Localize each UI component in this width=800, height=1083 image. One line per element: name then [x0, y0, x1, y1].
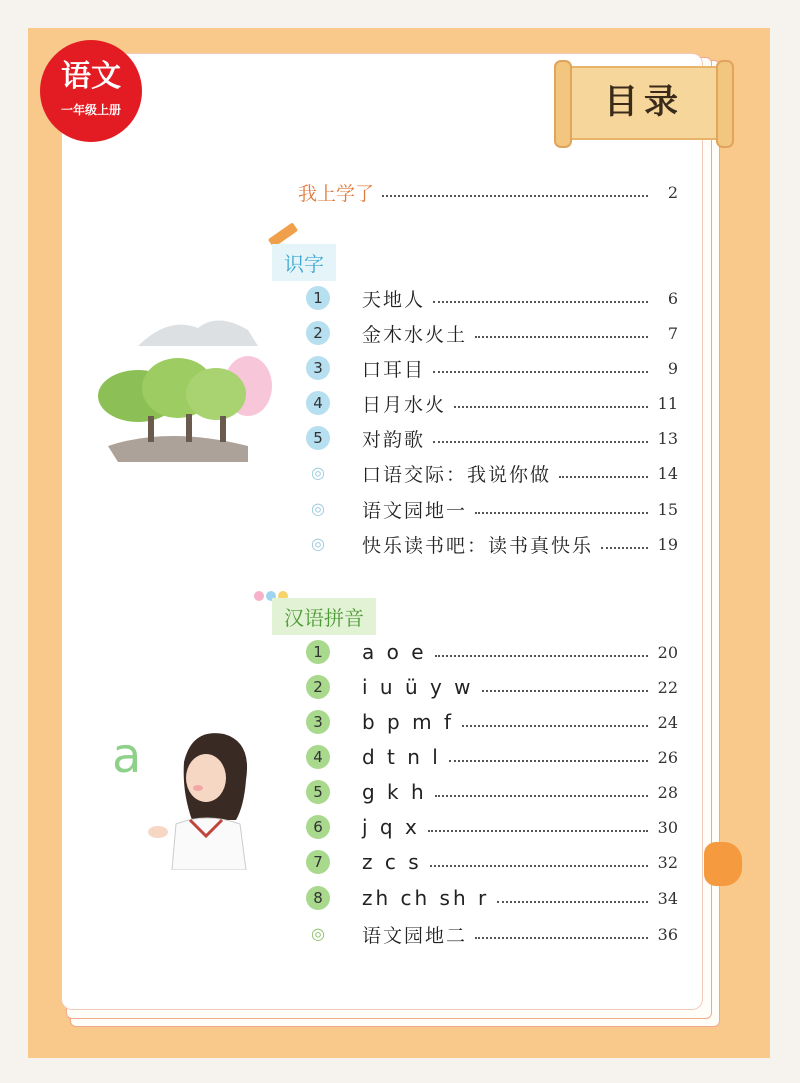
entry-title: 语文园地二: [362, 924, 468, 947]
entry-title: i u ü y w: [362, 675, 474, 699]
entry-number: 6: [306, 815, 330, 839]
entry-page: 9: [667, 358, 678, 378]
leader-dots: [497, 901, 648, 903]
entry-title: 口语交际：我说你做: [362, 463, 552, 486]
letter-a: a: [112, 728, 142, 784]
entry-page: 15: [657, 499, 678, 519]
leader-dots: [475, 512, 648, 514]
entry-title: 日月水火: [362, 393, 447, 416]
entry-page: 11: [657, 393, 678, 413]
toc-entry[interactable]: [306, 777, 678, 807]
entry-page: 20: [657, 642, 678, 662]
entry-page: 19: [657, 534, 678, 554]
leader-dots: [449, 760, 648, 762]
toc-entry[interactable]: [306, 458, 678, 488]
entry-page: 34: [657, 888, 678, 908]
toc-entry[interactable]: [306, 742, 678, 772]
toc-entry[interactable]: [306, 494, 678, 524]
entry-number: 8: [306, 886, 330, 910]
entry-number: 1: [306, 286, 330, 310]
entry-number: 7: [306, 850, 330, 874]
badge-subtitle: 一年级上册: [60, 103, 121, 117]
leader-dots: [482, 690, 648, 692]
entry-title: 快乐读书吧：读书真快乐: [362, 534, 594, 557]
leader-dots: [601, 547, 648, 549]
entry-page: 2: [667, 182, 678, 202]
toc-entry[interactable]: [306, 318, 678, 348]
entry-title: z c s: [362, 850, 422, 874]
entry-number: 5: [306, 426, 330, 450]
textbook-badge: [40, 40, 142, 142]
leader-dots: [475, 937, 648, 939]
entry-number: 2: [306, 675, 330, 699]
leader-dots: [433, 371, 648, 373]
toc-entry[interactable]: [306, 847, 678, 877]
entry-title: j q x: [362, 815, 420, 839]
leader-dots: [433, 441, 648, 443]
entry-page: 14: [657, 463, 678, 483]
entry-number: 3: [306, 710, 330, 734]
entry-number: 5: [306, 780, 330, 804]
leader-dots: [430, 865, 648, 867]
entry-page: 36: [657, 924, 678, 944]
entry-title: 语文园地一: [362, 499, 468, 522]
entry-title: 对韵歌: [362, 428, 426, 451]
landscape-illustration: [98, 306, 278, 466]
leader-dots: [435, 795, 648, 797]
page-tab: [704, 842, 742, 886]
entry-page: 26: [657, 747, 678, 767]
entry-number: 4: [306, 391, 330, 415]
section-heading-shizi: 识字: [272, 244, 336, 281]
entry-title: 我上学了: [298, 182, 375, 205]
toc-entry[interactable]: [306, 707, 678, 737]
entry-title: b p m f: [362, 710, 454, 734]
entry-number: 1: [306, 640, 330, 664]
title-scroll: [566, 66, 722, 140]
leader-dots: [433, 301, 648, 303]
entry-page: 30: [657, 817, 678, 837]
entry-page: 28: [657, 782, 678, 802]
leader-dots: [382, 195, 648, 197]
entry-title: 口耳目: [362, 358, 426, 381]
entry-title: a o e: [362, 640, 427, 664]
entry-title: d t n l: [362, 745, 441, 769]
circle-marker-icon: ◎: [306, 497, 330, 521]
entry-number: 3: [306, 356, 330, 380]
entry-title: 天地人: [362, 288, 426, 311]
leader-dots: [559, 476, 648, 478]
badge-title: 语文: [61, 59, 121, 94]
entry-page: 32: [657, 852, 678, 872]
entry-page: 7: [667, 323, 678, 343]
leader-dots: [462, 725, 648, 727]
toc-entry[interactable]: [306, 812, 678, 842]
entry-title: 金木水火土: [362, 323, 468, 346]
leader-dots: [475, 336, 648, 338]
toc-entry[interactable]: [306, 423, 678, 453]
entry-page: 22: [657, 677, 678, 697]
entry-page: 6: [667, 288, 678, 308]
girl-illustration: [106, 720, 266, 870]
circle-marker-icon: ◎: [306, 461, 330, 485]
toc-entry[interactable]: [306, 919, 678, 949]
toc-intro-entry[interactable]: [298, 178, 678, 206]
circle-marker-icon: ◎: [306, 922, 330, 946]
toc-entry[interactable]: [306, 883, 678, 913]
toc-entry[interactable]: [306, 529, 678, 559]
circle-marker-icon: ◎: [306, 532, 330, 556]
toc-entry[interactable]: [306, 283, 678, 313]
entry-page: 13: [657, 428, 678, 448]
section-heading-pinyin: 汉语拼音: [272, 598, 376, 635]
leader-dots: [454, 406, 648, 408]
entry-number: 4: [306, 745, 330, 769]
entry-title: g k h: [362, 780, 427, 804]
entry-page: 24: [657, 712, 678, 732]
leader-dots: [428, 830, 648, 832]
leader-dots: [435, 655, 648, 657]
entry-title: zh ch sh r: [362, 886, 490, 910]
toc-entry[interactable]: [306, 353, 678, 383]
page-title: 目录: [604, 82, 684, 122]
toc-entry[interactable]: [306, 672, 678, 702]
entry-number: 2: [306, 321, 330, 345]
toc-entry[interactable]: [306, 388, 678, 418]
toc-entry[interactable]: [306, 637, 678, 667]
